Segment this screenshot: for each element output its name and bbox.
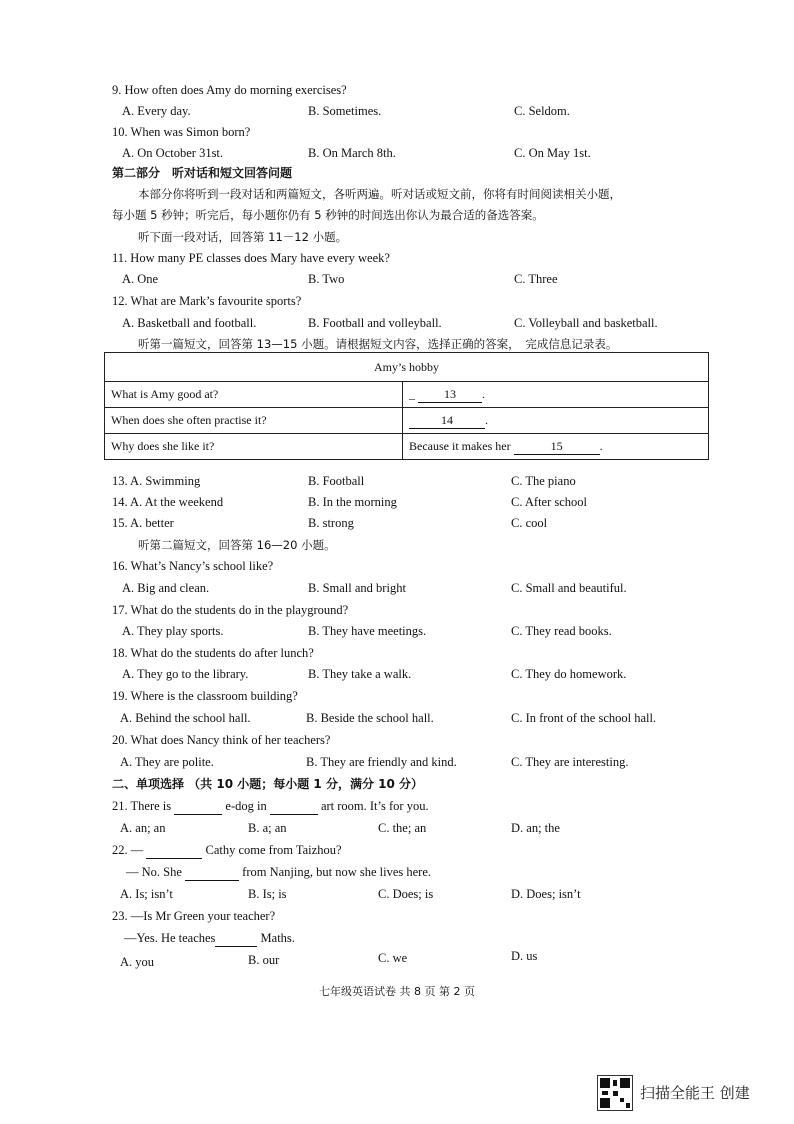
q23-option-b: B. our xyxy=(248,953,280,967)
q15-option-c: C. cool xyxy=(511,516,548,530)
q21-blank-2[interactable] xyxy=(270,798,318,815)
q9-option-b: B. Sometimes. xyxy=(308,104,382,118)
blank-suffix: . xyxy=(485,412,488,427)
q11-option-a: A. One xyxy=(122,272,159,286)
q22-reply-start: — No. She xyxy=(126,865,182,879)
q17-option-a: A. They play sports. xyxy=(122,624,224,638)
q22-option-a: A. Is; isn’t xyxy=(120,887,173,901)
q23-reply-start: —Yes. He teaches xyxy=(124,931,216,945)
table-question: What is Amy good at? xyxy=(105,382,403,408)
q22-option-b: B. Is; is xyxy=(248,887,287,901)
q15-option-b: B. strong xyxy=(308,516,354,530)
blank-suffix: . xyxy=(482,386,485,401)
q23-reply-end: Maths. xyxy=(260,931,295,945)
q21-option-a: A. an; an xyxy=(120,821,166,835)
question-10: 10. When was Simon born? xyxy=(112,125,251,139)
q20-option-a: A. They are polite. xyxy=(120,755,214,769)
answer-blank-15[interactable]: 15 xyxy=(514,439,600,455)
answer-blank-13[interactable]: 13 xyxy=(418,387,482,403)
question-19: 19. Where is the classroom building? xyxy=(112,689,298,703)
table-question: Why does she like it? xyxy=(105,434,403,460)
q14-option-c: C. After school xyxy=(511,495,588,509)
q20-option-b: B. They are friendly and kind. xyxy=(306,755,457,769)
table-row xyxy=(105,408,709,434)
scanner-brand-label: 扫描全能王 创建 xyxy=(640,1084,750,1102)
q18-option-a: A. They go to the library. xyxy=(122,667,249,681)
q14-option-b: B. In the morning xyxy=(308,495,397,509)
q12-option-a: A. Basketball and football. xyxy=(122,316,257,330)
q17-option-c: C. They read books. xyxy=(511,624,612,638)
q23-option-c: C. we xyxy=(378,951,408,965)
q21-text-mid: e-dog in xyxy=(225,799,267,813)
q15-option-a: 15. A. better xyxy=(112,516,174,530)
q18-option-b: B. They take a walk. xyxy=(308,667,412,681)
q17-option-b: B. They have meetings. xyxy=(308,624,427,638)
question-17: 17. What do the students do in the playground? xyxy=(112,603,349,617)
q16-option-a: A. Big and clean. xyxy=(122,581,210,595)
blank-prefix: Because it makes her xyxy=(409,438,511,453)
qr-code-icon xyxy=(597,1075,633,1111)
q21-text-start: 21. There is xyxy=(112,799,172,813)
q11-option-c: C. Three xyxy=(514,272,558,286)
table-title: Amy’s hobby xyxy=(105,353,709,382)
question-23-reply xyxy=(124,930,295,947)
answer-blank-14[interactable]: 14 xyxy=(409,413,485,429)
question-22 xyxy=(112,842,342,859)
q18-option-c: C. They do homework. xyxy=(511,667,627,681)
q12-option-c: C. Volleyball and basketball. xyxy=(514,316,658,330)
q22-blank-2[interactable] xyxy=(185,864,239,881)
q21-option-d: D. an; the xyxy=(511,821,560,835)
q22-blank-1[interactable] xyxy=(146,842,202,859)
table-row xyxy=(105,434,709,460)
dialog-instruction: 听下面一段对话，回答第 11－12 小题。 xyxy=(138,230,348,244)
question-11: 11. How many PE classes does Mary have every week? xyxy=(112,251,390,265)
q22-text-end: Cathy come from Taizhou? xyxy=(205,843,342,857)
q16-option-c: C. Small and beautiful. xyxy=(511,581,627,595)
question-23: 23. —Is Mr Green your teacher? xyxy=(112,909,276,923)
q16-option-b: B. Small and bright xyxy=(308,581,406,595)
q19-option-c: C. In front of the school hall. xyxy=(511,711,657,725)
q13-option-a: 13. A. Swimming xyxy=(112,474,201,488)
q13-option-c: C. The piano xyxy=(511,474,576,488)
question-21 xyxy=(112,798,429,815)
q12-option-b: B. Football and volleyball. xyxy=(308,316,442,330)
question-20: 20. What does Nancy think of her teachers? xyxy=(112,733,331,747)
q23-option-d: D. us xyxy=(511,949,538,963)
q11-option-b: B. Two xyxy=(308,272,345,286)
question-18: 18. What do the students do after lunch? xyxy=(112,646,314,660)
q22-option-d: D. Does; isn’t xyxy=(511,887,581,901)
q10-option-c: C. On May 1st. xyxy=(514,146,591,160)
q23-blank[interactable] xyxy=(215,930,257,947)
part2-intro-line2: 每小题 5 秒钟；听完后，每小题你仍有 5 秒钟的时间选出你认为最合适的备选答案。 xyxy=(112,208,544,222)
q10-option-b: B. On March 8th. xyxy=(308,146,396,160)
q21-option-c: C. the; an xyxy=(378,821,427,835)
question-9: 9. How often does Amy do morning exercises? xyxy=(112,83,347,97)
passage1-instruction: 听第一篇短文，回答第 13—15 小题。请根据短文内容，选择正确的答案， 完成信息记录表。 xyxy=(138,337,618,351)
q13-option-b: B. Football xyxy=(308,474,365,488)
part2-heading: 第二部分 听对话和短文回答问题 xyxy=(112,166,293,180)
q9-option-a: A. Every day. xyxy=(122,104,191,118)
question-22-reply xyxy=(126,864,431,881)
table-answer xyxy=(403,382,709,408)
table-answer xyxy=(403,408,709,434)
blank-prefix: _ xyxy=(409,386,415,401)
q19-option-a: A. Behind the school hall. xyxy=(120,711,251,725)
part2-intro-line1: 本部分你将听到一段对话和两篇短文，各听两遍。听对话或短文前，你将有时间阅读相关小题， xyxy=(138,187,621,201)
table-answer xyxy=(403,434,709,460)
q21-option-b: B. a; an xyxy=(248,821,287,835)
blank-suffix: . xyxy=(599,438,603,453)
q21-text-end: art room. It’s for you. xyxy=(320,799,429,813)
passage2-instruction: 听第二篇短文，回答第 16—20 小题。 xyxy=(138,538,336,552)
q19-option-b: B. Beside the school hall. xyxy=(306,711,434,725)
q22-reply-end: from Nanjing, but now she lives here. xyxy=(242,865,432,879)
q20-option-c: C. They are interesting. xyxy=(511,755,629,769)
q21-blank-1[interactable] xyxy=(174,798,222,815)
table-question: When does she often practise it? xyxy=(105,408,403,434)
q14-option-a: 14. A. At the weekend xyxy=(112,495,224,509)
q9-option-c: C. Seldom. xyxy=(514,104,570,118)
question-16: 16. What’s Nancy’s school like? xyxy=(112,559,274,573)
q22-text-start: 22. — xyxy=(112,843,144,857)
q10-option-a: A. On October 31st. xyxy=(122,146,224,160)
question-12: 12. What are Mark’s favourite sports? xyxy=(112,294,302,308)
section2-heading: 二、单项选择 （共 10 小题；每小题 1 分，满分 10 分） xyxy=(112,777,423,791)
table-row xyxy=(105,382,709,408)
info-record-table xyxy=(104,352,709,460)
q22-option-c: C. Does; is xyxy=(378,887,434,901)
q23-option-a: A. you xyxy=(120,955,155,969)
page-footer: 七年级英语试卷 共 8 页 第 2 页 xyxy=(319,985,475,998)
